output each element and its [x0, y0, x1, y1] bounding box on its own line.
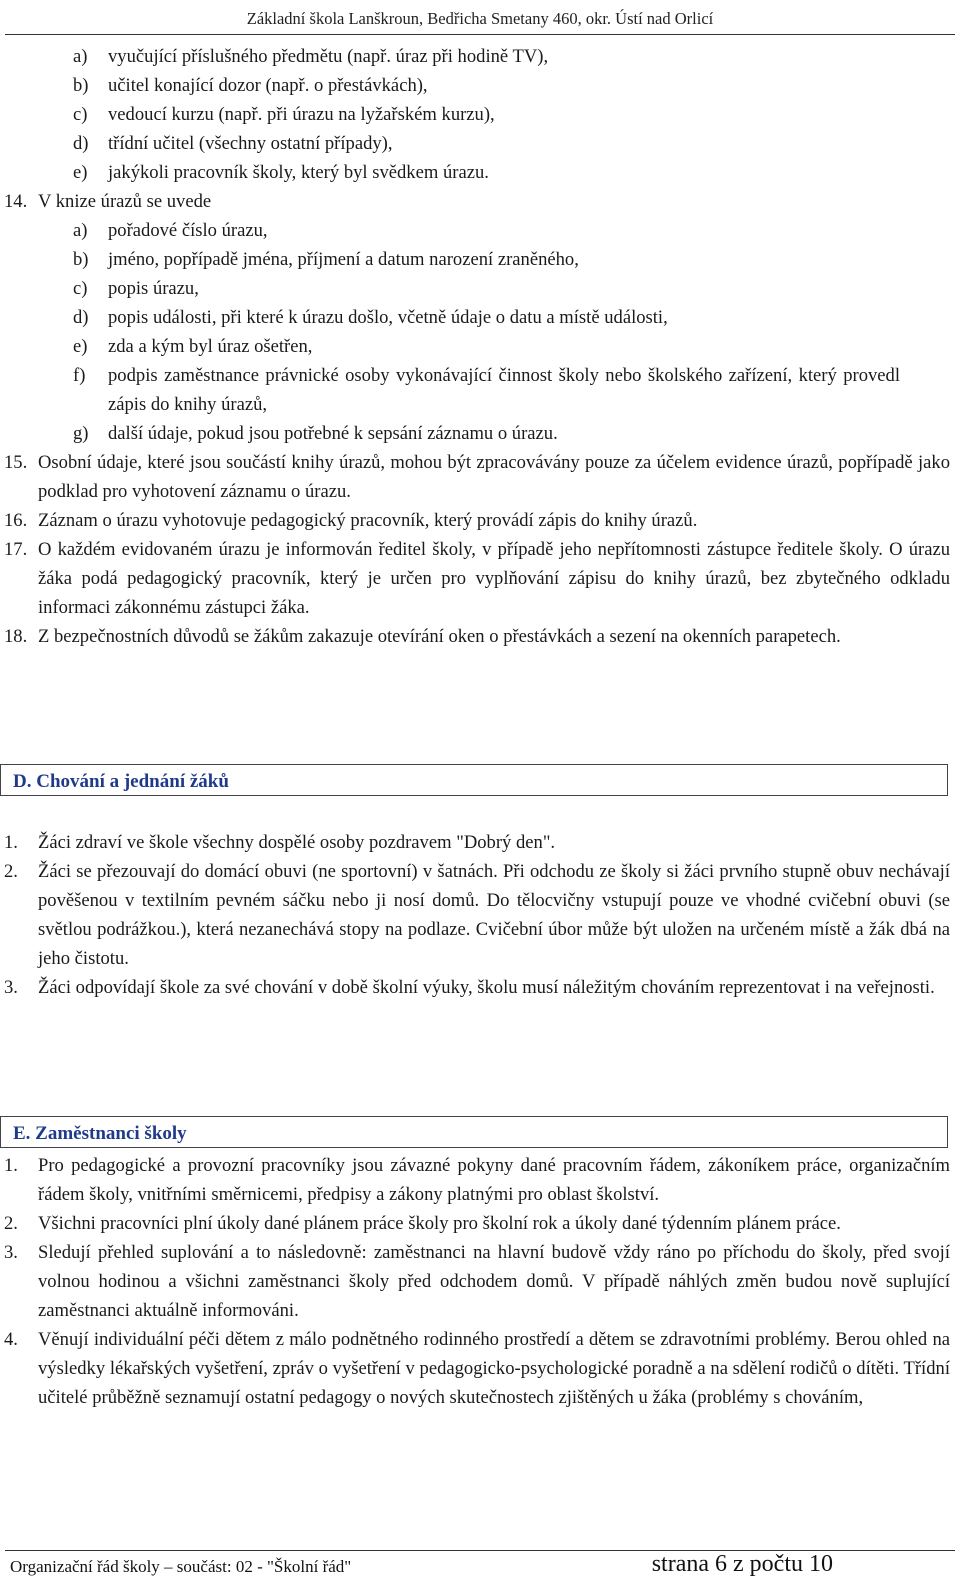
- item-18: 18. Z bezpečnostních důvodů se žákům zakazuje otevírání oken o přestávkách a sezení na okenních parapetech.: [4, 626, 841, 647]
- item-17: 17. O každém evidovaném úrazu je informován ředitel školy, v případě jeho nepřítomnosti zástupce ředitele školy. O úrazu žáka podá pedagogický pracovník, který je určen pro vyplňování zápisu do knihy úrazů, bez zbytečného odkladu informaci zákonnému zástupci žáka.: [4, 539, 950, 618]
- list-item: a) pořadové číslo úrazu,: [73, 220, 268, 241]
- section-e-header: [0, 1116, 948, 1148]
- section-d-header: [0, 764, 948, 796]
- list-item: c) vedoucí kurzu (např. při úrazu na lyžařském kurzu),: [73, 104, 495, 125]
- list-item: e) zda a kým byl úraz ošetřen,: [73, 336, 313, 357]
- list-item: a) vyučující příslušného předmětu (např. úraz při hodině TV),: [73, 46, 549, 67]
- list-item: e) jakýkoli pracovník školy, který byl svědkem úrazu.: [73, 162, 489, 183]
- list-item: d) popis události, při které k úrazu došlo, včetně údaje o datu a místě události,: [73, 307, 668, 328]
- top-list: [0, 42, 960, 651]
- list-item: b) učitel konající dozor (např. o přestávkách),: [73, 75, 428, 96]
- header-divider: [5, 34, 955, 35]
- list-item: b) jméno, popřípadě jména, příjmení a datum narození zraněného,: [73, 249, 579, 270]
- list-item: 2. Žáci se přezouvají do domácí obuvi (ne sportovní) v šatnách. Při odchodu ze školy si žáci prvního stupně obuv nechávají pověšenou v textilním pevném sáčku nebo ji nosí domů. Do tělocvičny vstupují pouze ve vhodné cvičební obuvi (se světlou podrážkou.), která nezanechává stopy na podlaze. Cvičební úbor může být uložen na určeném místě a žák dbá na jeho čistotu.: [4, 861, 950, 969]
- list-item: 4. Věnují individuální péči dětem z málo podnětného rodinného prostředí a dětem se zdravotními problémy. Berou ohled na výsledky lékařských vyšetření, zpráv o vyšetření v pedagogicko-psychologické poradně a na sdělení rodičů o dítěti. Třídní učitelé průběžně seznamují ostatní pedagogy o nových skutečnostech zjištěných u žáka (problémy s chováním,: [4, 1329, 950, 1408]
- header-text: Základní škola Lanškroun, Bedřicha Smetany 460, okr. Ústí nad Orlicí: [246, 9, 714, 28]
- list-item: g) další údaje, pokud jsou potřebné k sepsání záznamu o úrazu.: [73, 423, 558, 444]
- list-item: 2. Všichni pracovníci plní úkoly dané plánem práce školy pro školní rok a úkoly dané týdenním plánem práce.: [4, 1213, 841, 1234]
- section-e-list: [0, 1151, 960, 1412]
- list-item: 3. Sledují přehled suplování a to následovně: zaměstnanci na hlavní budově vždy ráno po příchodu do školy, před svojí volnou hodinou a všichni zaměstnanci školy před odchodem domů. V případě náhlých změn budou nově suplující zaměstnanci aktuálně informováni.: [4, 1242, 950, 1321]
- section-d-title: D. Chování a jednání žáků: [13, 771, 229, 792]
- item-16: 16. Záznam o úrazu vyhotovuje pedagogický pracovník, který provádí zápis do knihy úrazů.: [4, 510, 698, 531]
- list-item: c) popis úrazu,: [73, 278, 199, 299]
- page-header: [0, 3, 960, 35]
- list-item: d) třídní učitel (všechny ostatní případy),: [73, 133, 393, 154]
- list-item: 1. Žáci zdraví ve škole všechny dospělé osoby pozdravem "Dobrý den".: [4, 832, 556, 853]
- footer-document-title: Organizační řád školy – součást: 02 - "Školní řád": [10, 1557, 352, 1576]
- list-item: f) podpis zaměstnance právnické osoby vykonávající činnost školy nebo školského zařízení, který provedl zápis do knihy úrazů,: [73, 365, 900, 415]
- footer-page-number: strana 6 z počtu 10: [651, 1551, 833, 1577]
- item-14: 14. V knize úrazů se uvede: [4, 191, 212, 212]
- list-item: 1. Pro pedagogické a provozní pracovníky jsou závazné pokyny dané pracovním řádem, zákoníkem práce, organizačním řádem školy, vnitřními směrnicemi, předpisy a zákony platnými pro oblast školství.: [4, 1155, 950, 1205]
- list-item: 3. Žáci odpovídají škole za své chování v době školní výuky, školu musí náležitým chováním reprezentovat i na veřejnosti.: [4, 977, 935, 998]
- item-15: 15. Osobní údaje, které jsou součástí knihy úrazů, mohou být zpracovávány pouze za účelem evidence úrazů, popřípadě jako podklad pro vyhotovení záznamu o úrazu.: [4, 452, 950, 502]
- section-e-title: E. Zaměstnanci školy: [13, 1123, 187, 1144]
- section-d-list: [0, 828, 960, 1002]
